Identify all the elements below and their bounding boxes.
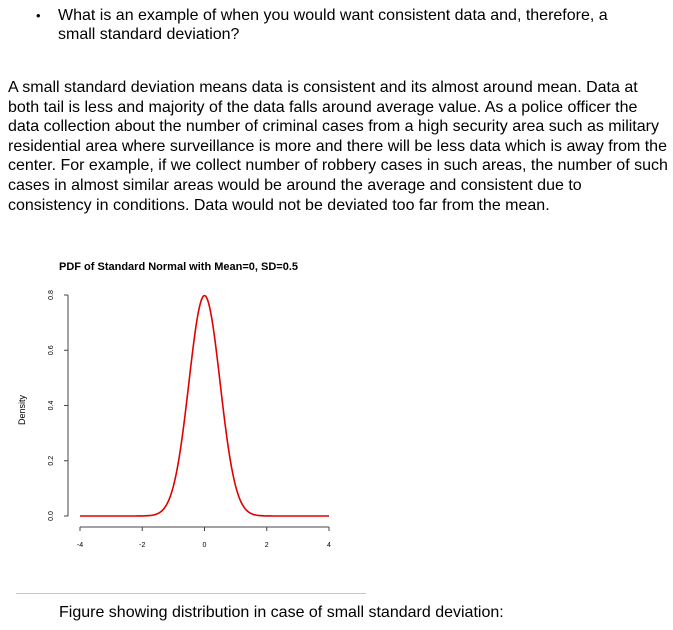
x-tick-label: -4 [76,542,84,549]
x-tick-label: 0 [202,542,207,549]
y-axis-label: Density [17,394,27,426]
density-chart [0,248,372,558]
y-axis [48,290,68,521]
density-curve [80,296,329,516]
answer-paragraph: A small standard deviation means data is consistent and its almost around mean. Data at both tail is less and majority of the data falls around average value. As a police officer the data collection about the number of criminal cases from a high security area such as military residential area where surveillance is more and there will be less data which is away from the center. For example, if we collect number of robbery cases in such areas, the number of such cases in almost similar areas would be around the average and consistent due to consistency in conditions. Data would not be deviated too far from the mean. [8,79,668,214]
x-tick-label: 2 [264,542,269,549]
chart-svg [0,248,372,558]
y-tick-label: 0.8 [48,290,55,300]
y-tick-label: 0.0 [48,511,55,521]
caption-divider [16,593,366,594]
bullet-marker: • [36,8,41,23]
x-tick-label: -2 [139,542,146,549]
y-tick-label: 0.2 [48,455,55,466]
chart-title: PDF of Standard Normal with Mean=0, SD=0.5 [59,261,298,273]
figure-caption: Figure showing distribution in case of small standard deviation: [59,604,504,621]
y-tick-label: 0.4 [48,400,55,411]
y-tick-label: 0.6 [48,345,55,356]
x-tick-label: 4 [327,542,331,549]
question-bullet-item [36,6,656,44]
series-layer [80,296,329,516]
x-axis [77,527,331,549]
question-text: What is an example of when you would want consistent data and, therefore, a small standard deviation? [58,7,608,43]
